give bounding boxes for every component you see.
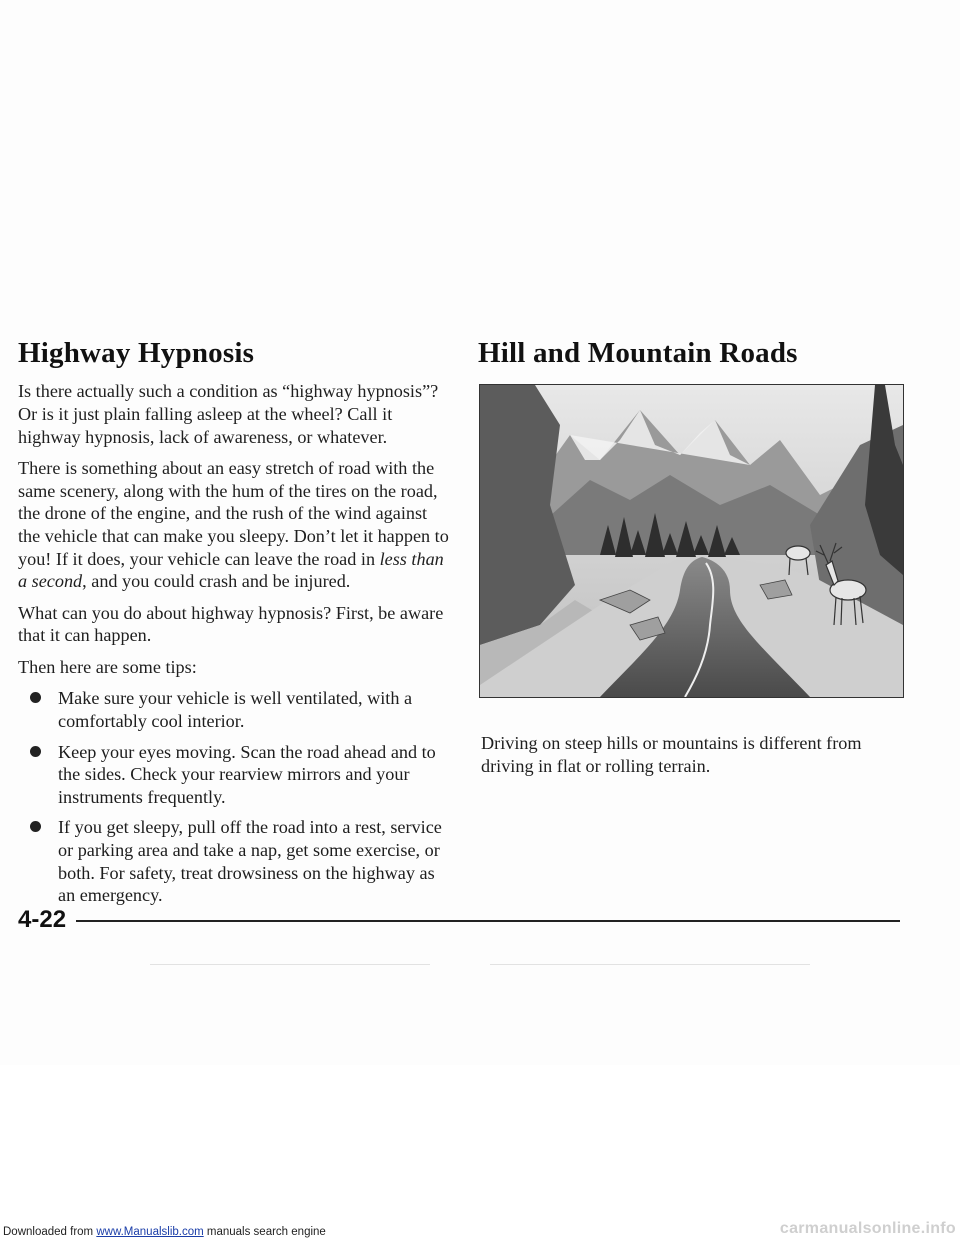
paragraph-what-can-you-do: What can you do about highway hypnosis? First, be aware that it can happen. — [18, 602, 444, 646]
page-footer — [18, 906, 900, 936]
tip-text: If you get sleepy, pull off the road into a rest, service or parking area and take a nap, get some exercise, or both. For safety, treat drowsiness on the highway as an emergency. — [58, 817, 442, 906]
bullet-icon — [30, 746, 41, 757]
list-item — [18, 741, 450, 809]
tips-list — [18, 687, 450, 906]
mountain-road-illustration — [479, 384, 904, 698]
paragraph-intro: Is there actually such a condition as “highway hypnosis”? Or is it just plain falling asleep at the wheel? Call it highway hypnosis, lack of awareness, or whatever. — [18, 381, 439, 447]
highway-hypnosis-section — [18, 337, 450, 915]
bullet-icon — [30, 821, 41, 832]
emphasis-less-than-a-second: less than a second — [18, 548, 444, 592]
tip-text: Keep your eyes moving. Scan the road ahead and to the sides. Check your rearview mirrors and your instruments frequently. — [58, 741, 436, 807]
paragraph-scenery-end: , and you could crash and be injured. — [82, 571, 351, 592]
download-suffix: manuals search engine — [203, 1226, 326, 1238]
section-title-hill-mountain-roads: Hill and Mountain Roads — [478, 337, 798, 369]
page-number: 4-22 — [18, 906, 67, 933]
download-footer — [0, 1065, 960, 1242]
bullet-icon — [30, 692, 41, 703]
paragraph-scenery — [18, 457, 450, 593]
hill-mountain-section — [480, 337, 910, 380]
scan-artifact-line — [150, 964, 430, 965]
site-watermark: carmanualsonline.info — [779, 1220, 956, 1237]
section-title-highway-hypnosis: Highway Hypnosis — [18, 337, 255, 369]
list-item — [18, 816, 450, 906]
list-item — [18, 687, 450, 732]
manualslib-link[interactable]: www.Manualslib.com — [96, 1226, 204, 1238]
paragraph-scenery-text: There is something about an easy stretch of road with the same scenery, along with the hum of the tires on the road, the drone of the engine, and the rush of the wind against the vehicle that can make you sleepy. Don’t let it happen to you! If it does, your vehicle can leave the road in — [18, 458, 449, 569]
paragraph-tips-intro: Then here are some tips: — [18, 656, 197, 677]
illustration-caption — [481, 732, 901, 786]
footer-rule — [76, 920, 900, 922]
scan-artifact-line — [490, 964, 810, 965]
mountain-road-drawing — [480, 385, 903, 697]
tip-text: Make sure your vehicle is well ventilated, with a comfortably cool interior. — [58, 688, 413, 732]
download-prefix: Downloaded from — [3, 1226, 97, 1238]
download-attribution — [3, 1226, 326, 1238]
caption-text: Driving on steep hills or mountains is different from driving in flat or rolling terrain. — [481, 733, 862, 776]
